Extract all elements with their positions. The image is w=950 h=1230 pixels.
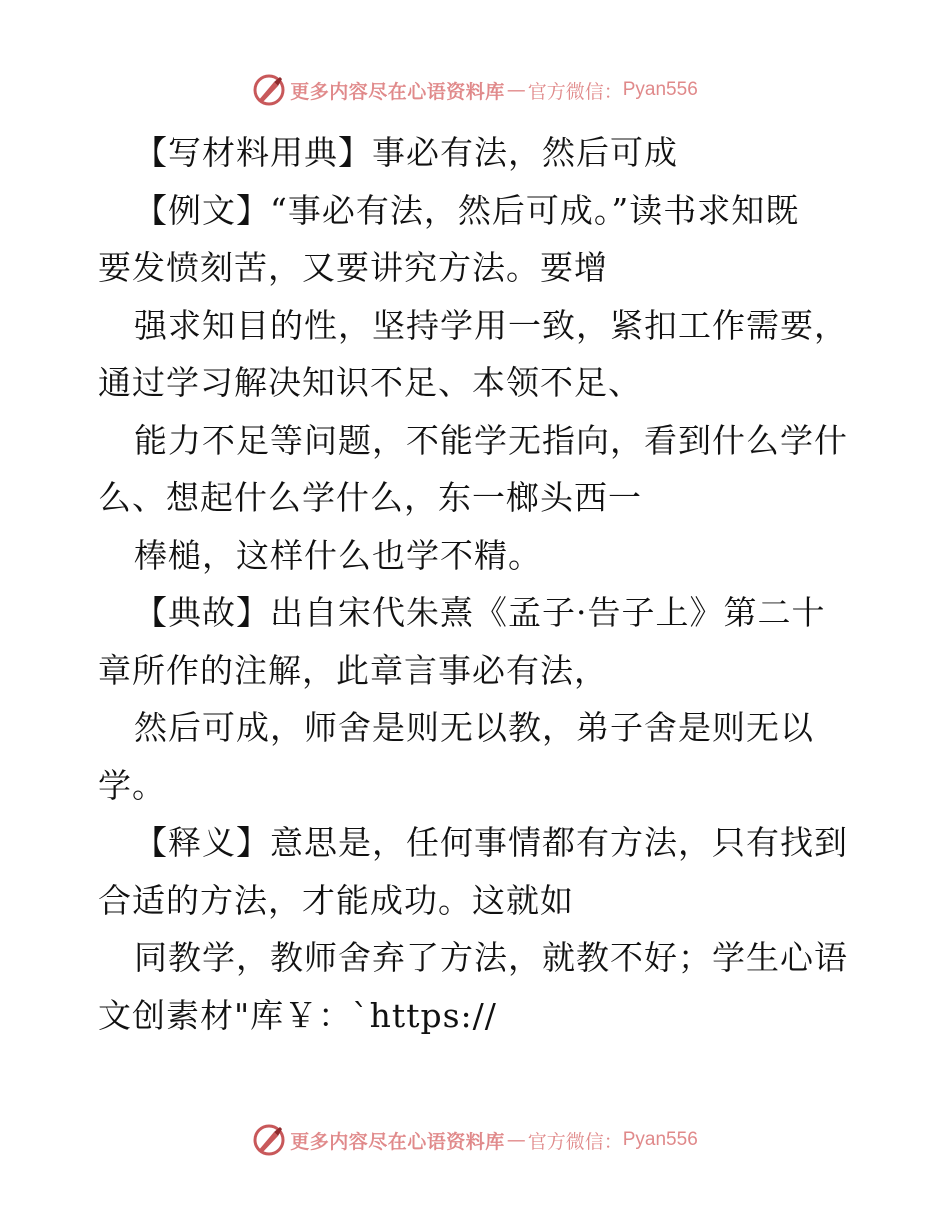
body-line: 【写材料用典】事必有法，然后可成 — [134, 133, 678, 172]
body-line: 么、想起什么学什么，东一榔头西一 — [98, 478, 642, 517]
body-line: 【典故】出自宋代朱熹《孟子·告子上》第二十 — [134, 593, 826, 632]
footer-wechat-id: Pyan556 — [622, 1129, 698, 1150]
footer-banner — [0, 1120, 950, 1160]
quill-pen-circle-icon — [252, 73, 286, 107]
footer-dash: — — [506, 1129, 526, 1151]
body-line: 同教学，教师舍弃了方法，就教不好；学生心语 — [134, 938, 848, 977]
header-banner — [0, 70, 950, 110]
body-line: 学。 — [98, 765, 166, 805]
footer-main-text: 更多内容尽在心语资料库 — [290, 1130, 505, 1153]
footer-wechat-label: 官方微信： — [527, 1130, 623, 1153]
header-wechat-label: 官方微信： — [527, 80, 623, 103]
body-line: 要发愤刻苦，又要讲究方法。要增 — [98, 248, 608, 287]
body-line: 然后可成，师舍是则无以教，弟子舍是则无以 — [134, 708, 814, 747]
body-line: 棒槌，这样什么也学不精。 — [134, 535, 542, 575]
body-line: 【例文】“事必有法，然后可成。”读书求知既 — [134, 190, 800, 230]
header-main-text: 更多内容尽在心语资料库 — [290, 80, 505, 103]
document-body — [98, 124, 858, 1044]
header-wechat-id: Pyan556 — [622, 79, 698, 100]
body-line: 能力不足等问题，不能学无指向，看到什么学什 — [134, 420, 848, 460]
body-line: 合适的方法，才能成功。这就如 — [98, 880, 574, 920]
quill-pen-circle-icon — [252, 1123, 286, 1157]
body-line: 文创素材"库￥：`https:// — [98, 995, 497, 1035]
body-line: 【释义】意思是，任何事情都有方法，只有找到 — [134, 823, 848, 862]
body-line: 强求知目的性，坚持学用一致，紧扣工作需要， — [134, 305, 848, 345]
header-dash: — — [506, 79, 526, 101]
body-line: 章所作的注解，此章言事必有法， — [98, 650, 608, 690]
body-line: 通过学习解决知识不足、本领不足、 — [98, 363, 642, 402]
